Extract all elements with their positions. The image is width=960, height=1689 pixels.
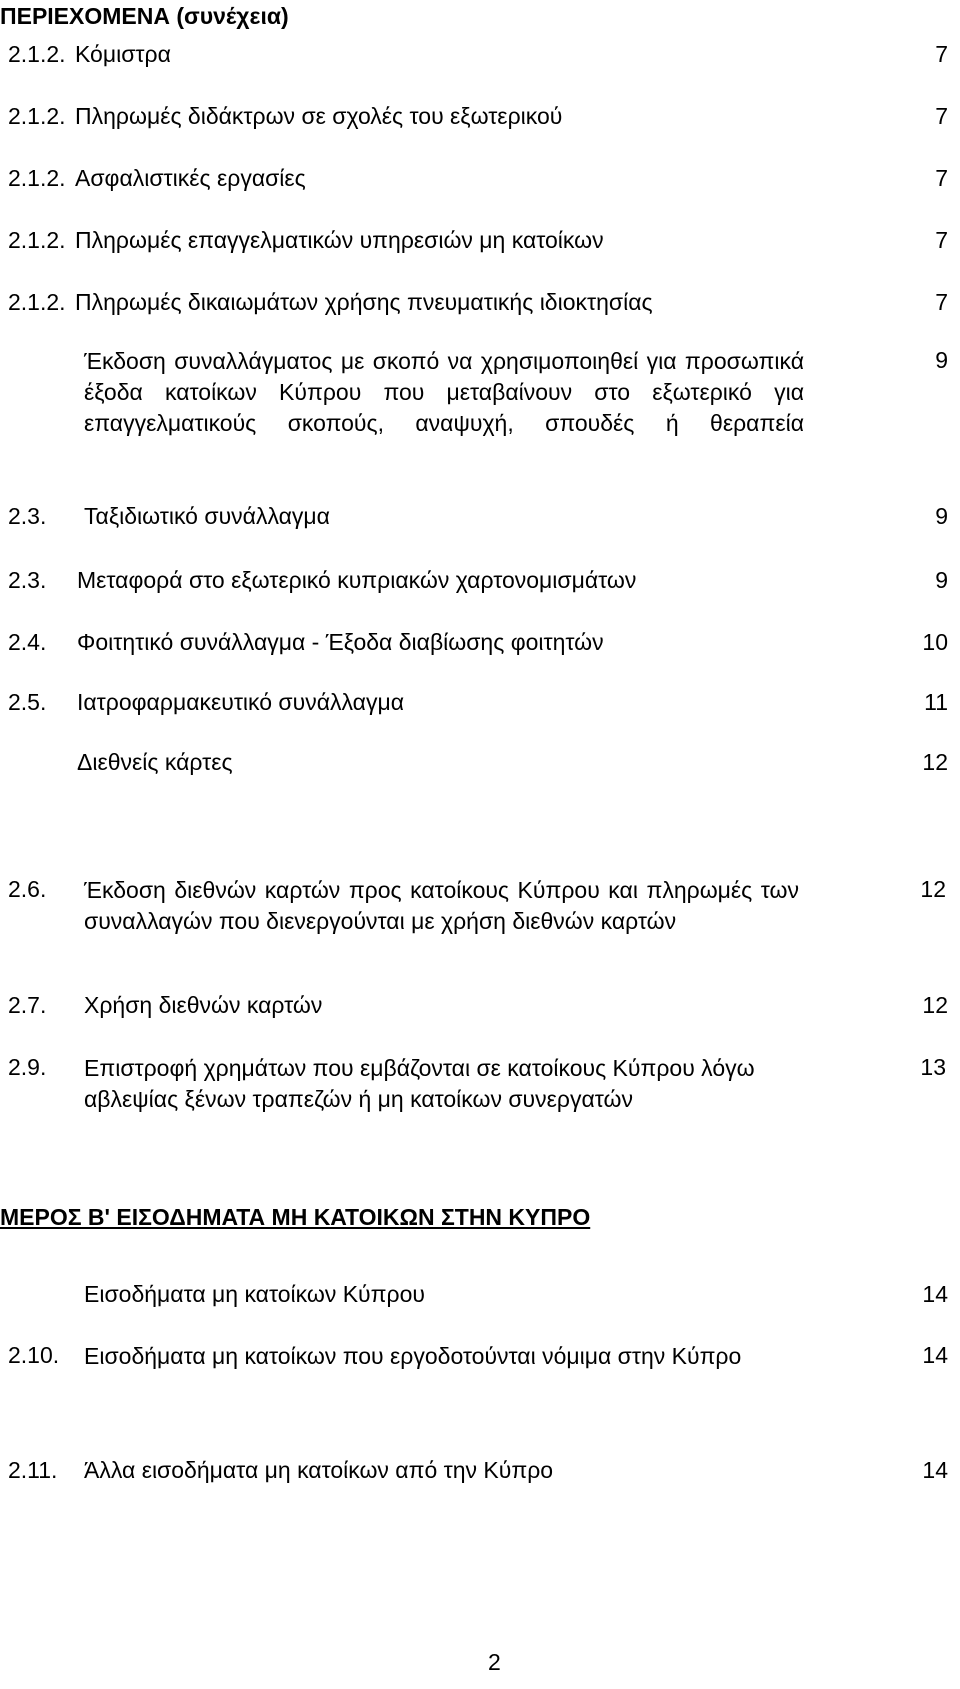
toc-title: Μεταφορά στο εξωτερικό κυπριακών χαρτονομισμάτων	[77, 567, 637, 593]
toc-page: 12	[922, 992, 948, 1018]
toc-title: Κόμιστρα	[75, 41, 171, 67]
toc-title: Πληρωμές δικαιωμάτων χρήσης πνευματικής ιδιοκτησίας	[75, 289, 653, 315]
page-title: ΠΕΡΙΕΧΟΜΕΝΑ (συνέχεια)	[0, 3, 289, 29]
toc-number: 2.1.2.	[8, 165, 66, 191]
toc-title: Εισοδήματα μη κατοίκων που εργοδοτούνται νόμιμα στην Κύπρο	[84, 1343, 742, 1369]
toc-number: 2.3.	[8, 503, 47, 529]
toc-title: Ασφαλιστικές εργασίες	[75, 165, 306, 191]
toc-page: 7	[935, 165, 948, 191]
toc-number: 2.1.2.	[8, 103, 66, 129]
toc-number: 2.7.	[8, 992, 47, 1018]
toc-title: Ιατροφαρμακευτικό συνάλλαγμα	[77, 689, 404, 715]
toc-title: Έκδοση συναλλάγματος με σκοπό να χρησιμοποιηθεί για προσωπικά έξοδα κατοίκων Κύπρου που μεταβαίνουν στο εξωτερικό για επαγγελματικούς σκοπούς, αναψυχή, σπουδές ή θεραπεία	[84, 348, 804, 436]
toc-number: 2.5.	[8, 689, 47, 715]
toc-number: 2.4.	[8, 629, 47, 655]
toc-title: Χρήση διεθνών καρτών	[84, 992, 323, 1018]
toc-page: 12	[920, 876, 946, 902]
section-b-title: ΜΕΡΟΣ Β' ΕΙΣΟΔΗΜΑΤΑ ΜΗ ΚΑΤΟΙΚΩΝ ΣΤΗΝ ΚΥΠΡΟ	[0, 1204, 591, 1230]
toc-page: 10	[922, 629, 948, 655]
toc-title: Πληρωμές διδάκτρων σε σχολές του εξωτερικού	[75, 103, 563, 129]
toc-title: Άλλα εισοδήματα μη κατοίκων από την Κύπρο	[84, 1457, 554, 1483]
toc-number: 2.1.2.	[8, 227, 66, 253]
toc-title: Πληρωμές επαγγελματικών υπηρεσιών μη κατοίκων	[75, 227, 604, 253]
toc-number: 2.1.2.	[8, 289, 66, 315]
toc-page: 7	[935, 227, 948, 253]
toc-page: 7	[935, 103, 948, 129]
toc-title: Φοιτητικό συνάλλαγμα - Έξοδα διαβίωσης φοιτητών	[77, 629, 604, 655]
toc-number: 2.3.	[8, 567, 47, 593]
toc-title: Έκδοση διεθνών καρτών προς κατοίκους Κύπρου και πληρωμές των συναλλαγών που διενεργούνται με χρήση διεθνών καρτών	[84, 877, 799, 934]
toc-title: Εισοδήματα μη κατοίκων Κύπρου	[84, 1281, 425, 1307]
toc-page: 12	[922, 749, 948, 775]
page-number: 2	[488, 1649, 501, 1675]
toc-number: 2.10.	[8, 1342, 60, 1368]
toc-page: 7	[935, 41, 948, 67]
toc-title: Ταξιδιωτικό συνάλλαγμα	[84, 503, 330, 529]
toc-title: Επιστροφή χρημάτων που εμβάζονται σε κατοίκους Κύπρου λόγω αβλεψίας ξένων τραπεζών ή μη κατοίκων συνεργατών	[84, 1055, 755, 1112]
toc-page: 14	[922, 1457, 948, 1483]
toc-page: 14	[922, 1342, 948, 1368]
toc-page: 11	[924, 689, 948, 715]
toc-number: 2.11.	[8, 1457, 58, 1483]
toc-page: 13	[920, 1054, 946, 1080]
toc-page: 9	[935, 503, 948, 529]
toc-page: 14	[922, 1281, 948, 1307]
toc-page: 9	[935, 567, 948, 593]
toc-page: 9	[935, 347, 948, 373]
toc-page: 7	[935, 289, 948, 315]
toc-number: 2.6.	[8, 876, 47, 902]
toc-number: 2.1.2.	[8, 41, 66, 67]
toc-number: 2.9.	[8, 1054, 47, 1080]
toc-title: Διεθνείς κάρτες	[77, 749, 233, 775]
